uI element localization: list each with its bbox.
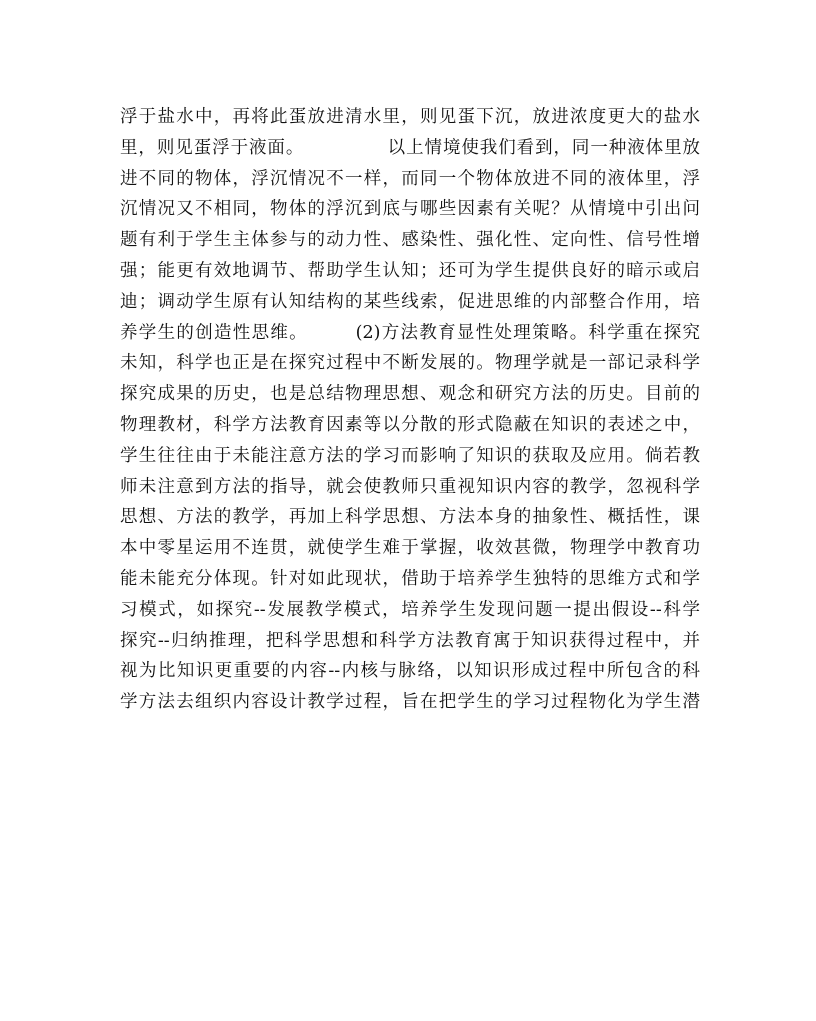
text-line: 里，则见蛋浮于液面。 以上情境使我们看到，同一种液体里放 <box>120 137 700 158</box>
text-line: 探究--归纳推理，把科学思想和科学方法教育寓于知识获得过程中，并 <box>120 630 700 651</box>
body-text <box>120 102 700 718</box>
text-line: 视为比知识更重要的内容--内核与脉络，以知识形成过程中所包含的科 <box>120 661 700 682</box>
text-line: 本中零星运用不连贯，就使学生难于掌握，收效甚微，物理学中教育功 <box>120 538 700 559</box>
text-line: 物理教材，科学方法教育因素等以分散的形式隐蔽在知识的表述之中， <box>120 414 700 435</box>
text-line: 学生往往由于未能注意方法的学习而影响了知识的获取及应用。倘若教 <box>120 445 700 466</box>
text-line: 浮于盐水中，再将此蛋放进清水里，则见蛋下沉，放进浓度更大的盐水 <box>120 107 700 127</box>
text-line: 养学生的创造性思维。 (2)方法教育显性处理策略。科学重在探究 <box>120 322 700 343</box>
text-line: 题有利于学生主体参与的动力性、感染性、强化性、定向性、信号性增 <box>120 230 700 251</box>
text-line: 强；能更有效地调节、帮助学生认知；还可为学生提供良好的暗示或启 <box>120 260 700 281</box>
text-line: 师未注意到方法的指导，就会使教师只重视知识内容的教学，忽视科学 <box>120 476 700 497</box>
text-line: 能未能充分体现。针对如此现状，借助于培养学生独特的思维方式和学 <box>120 568 700 589</box>
text-line: 迪；调动学生原有认知结构的某些线索，促进思维的内部整合作用，培 <box>120 291 700 312</box>
text-line: 进不同的物体，浮沉情况不一样，而同一个物体放进不同的液体里，浮 <box>120 168 700 189</box>
text-line: 探究成果的历史，也是总结物理思想、观念和研究方法的历史。目前的 <box>120 384 700 405</box>
text-line: 学方法去组织内容设计教学过程，旨在把学生的学习过程物化为学生潜 <box>120 692 700 713</box>
text-line: 思想、方法的教学，再加上科学思想、方法本身的抽象性、概括性，课 <box>120 507 700 528</box>
text-line: 沉情况又不相同，物体的浮沉到底与哪些因素有关呢？从情境中引出问 <box>120 199 700 220</box>
text-line: 习模式，如探究--发展教学模式，培养学生发现问题一提出假设--科学 <box>120 599 700 620</box>
text-line: 未知，科学也正是在探究过程中不断发展的。物理学就是一部记录科学 <box>120 353 700 374</box>
